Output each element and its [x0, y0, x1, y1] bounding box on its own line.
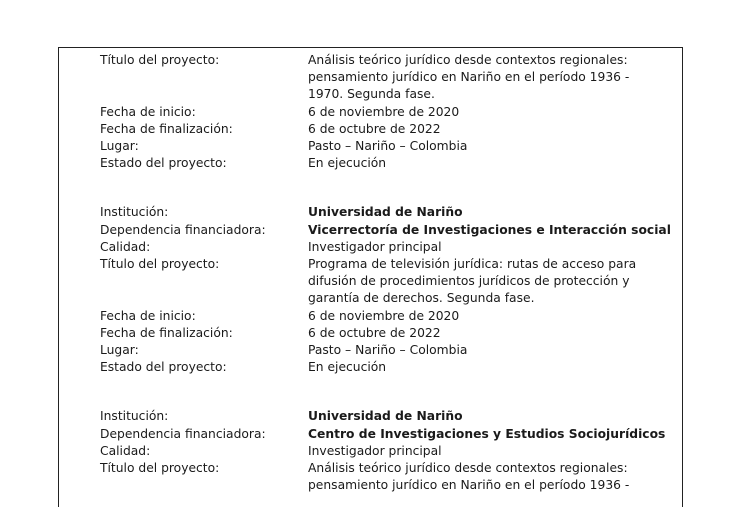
- field-row: [100, 325, 680, 342]
- field-value: Universidad de Nariño: [308, 205, 463, 220]
- field-value: Investigador principal: [308, 443, 442, 458]
- project-block: [100, 52, 680, 172]
- field-value: Centro de Investigaciones y Estudios Sociojurídicos: [308, 426, 666, 441]
- field-value: 6 de octubre de 2022: [308, 121, 441, 136]
- field-value: Análisis teórico jurídico desde contextos regionales: pensamiento jurídico en Nariño en el período 1936 -: [308, 461, 630, 493]
- field-row: [100, 121, 680, 138]
- field-value: En ejecución: [308, 156, 387, 171]
- field-label: Dependencia financiadora:: [100, 222, 266, 237]
- field-row: [100, 155, 680, 172]
- field-row: [100, 138, 680, 155]
- field-label: Título del proyecto:: [100, 461, 220, 476]
- field-value: 6 de octubre de 2022: [308, 325, 441, 340]
- field-row: [100, 342, 680, 359]
- field-value: Vicerrectoría de Investigaciones e Interacción social: [308, 222, 671, 237]
- field-row: [100, 222, 680, 239]
- field-value: 6 de noviembre de 2020: [308, 308, 460, 323]
- field-label: Lugar:: [100, 343, 139, 358]
- field-label: Dependencia financiadora:: [100, 426, 266, 441]
- block-spacer: [100, 172, 680, 204]
- field-label: Título del proyecto:: [100, 53, 220, 67]
- field-label: Calidad:: [100, 239, 151, 254]
- field-label: Fecha de finalización:: [100, 121, 233, 136]
- field-label: Institución:: [100, 409, 169, 424]
- field-value: Pasto – Nariño – Colombia: [308, 139, 468, 154]
- field-row: [100, 104, 680, 121]
- field-value: Análisis teórico jurídico desde contextos regionales: pensamiento jurídico en Nariño en el período 1936 - 1970. Segunda fase.: [308, 53, 630, 102]
- field-label: Título del proyecto:: [100, 257, 220, 272]
- field-label: Fecha de finalización:: [100, 325, 233, 340]
- field-label: Fecha de inicio:: [100, 104, 196, 119]
- field-row: [100, 308, 680, 325]
- field-value: Programa de televisión jurídica: rutas de acceso para difusión de procedimientos jurídicos de protección y garantía de derechos. Segunda fase.: [308, 257, 637, 306]
- field-value: Pasto – Nariño – Colombia: [308, 343, 468, 358]
- field-row: [100, 408, 680, 425]
- field-value: En ejecución: [308, 360, 387, 375]
- field-label: Estado del proyecto:: [100, 360, 227, 375]
- field-value: Universidad de Nariño: [308, 409, 463, 424]
- field-row: [100, 460, 680, 494]
- block-spacer: [100, 376, 680, 408]
- field-label: Estado del proyecto:: [100, 156, 227, 171]
- field-value: Investigador principal: [308, 239, 442, 254]
- field-row: [100, 52, 680, 104]
- field-label: Institución:: [100, 205, 169, 220]
- field-label: Calidad:: [100, 443, 151, 458]
- field-row: [100, 239, 680, 256]
- field-row: [100, 359, 680, 376]
- field-row: [100, 256, 680, 308]
- field-row: [100, 443, 680, 460]
- field-label: Lugar:: [100, 139, 139, 154]
- field-row: [100, 204, 680, 221]
- field-row: [100, 426, 680, 443]
- project-block: [100, 204, 680, 376]
- document-body: [100, 52, 680, 494]
- project-block: [100, 408, 680, 494]
- field-value: 6 de noviembre de 2020: [308, 104, 460, 119]
- field-label: Fecha de inicio:: [100, 308, 196, 323]
